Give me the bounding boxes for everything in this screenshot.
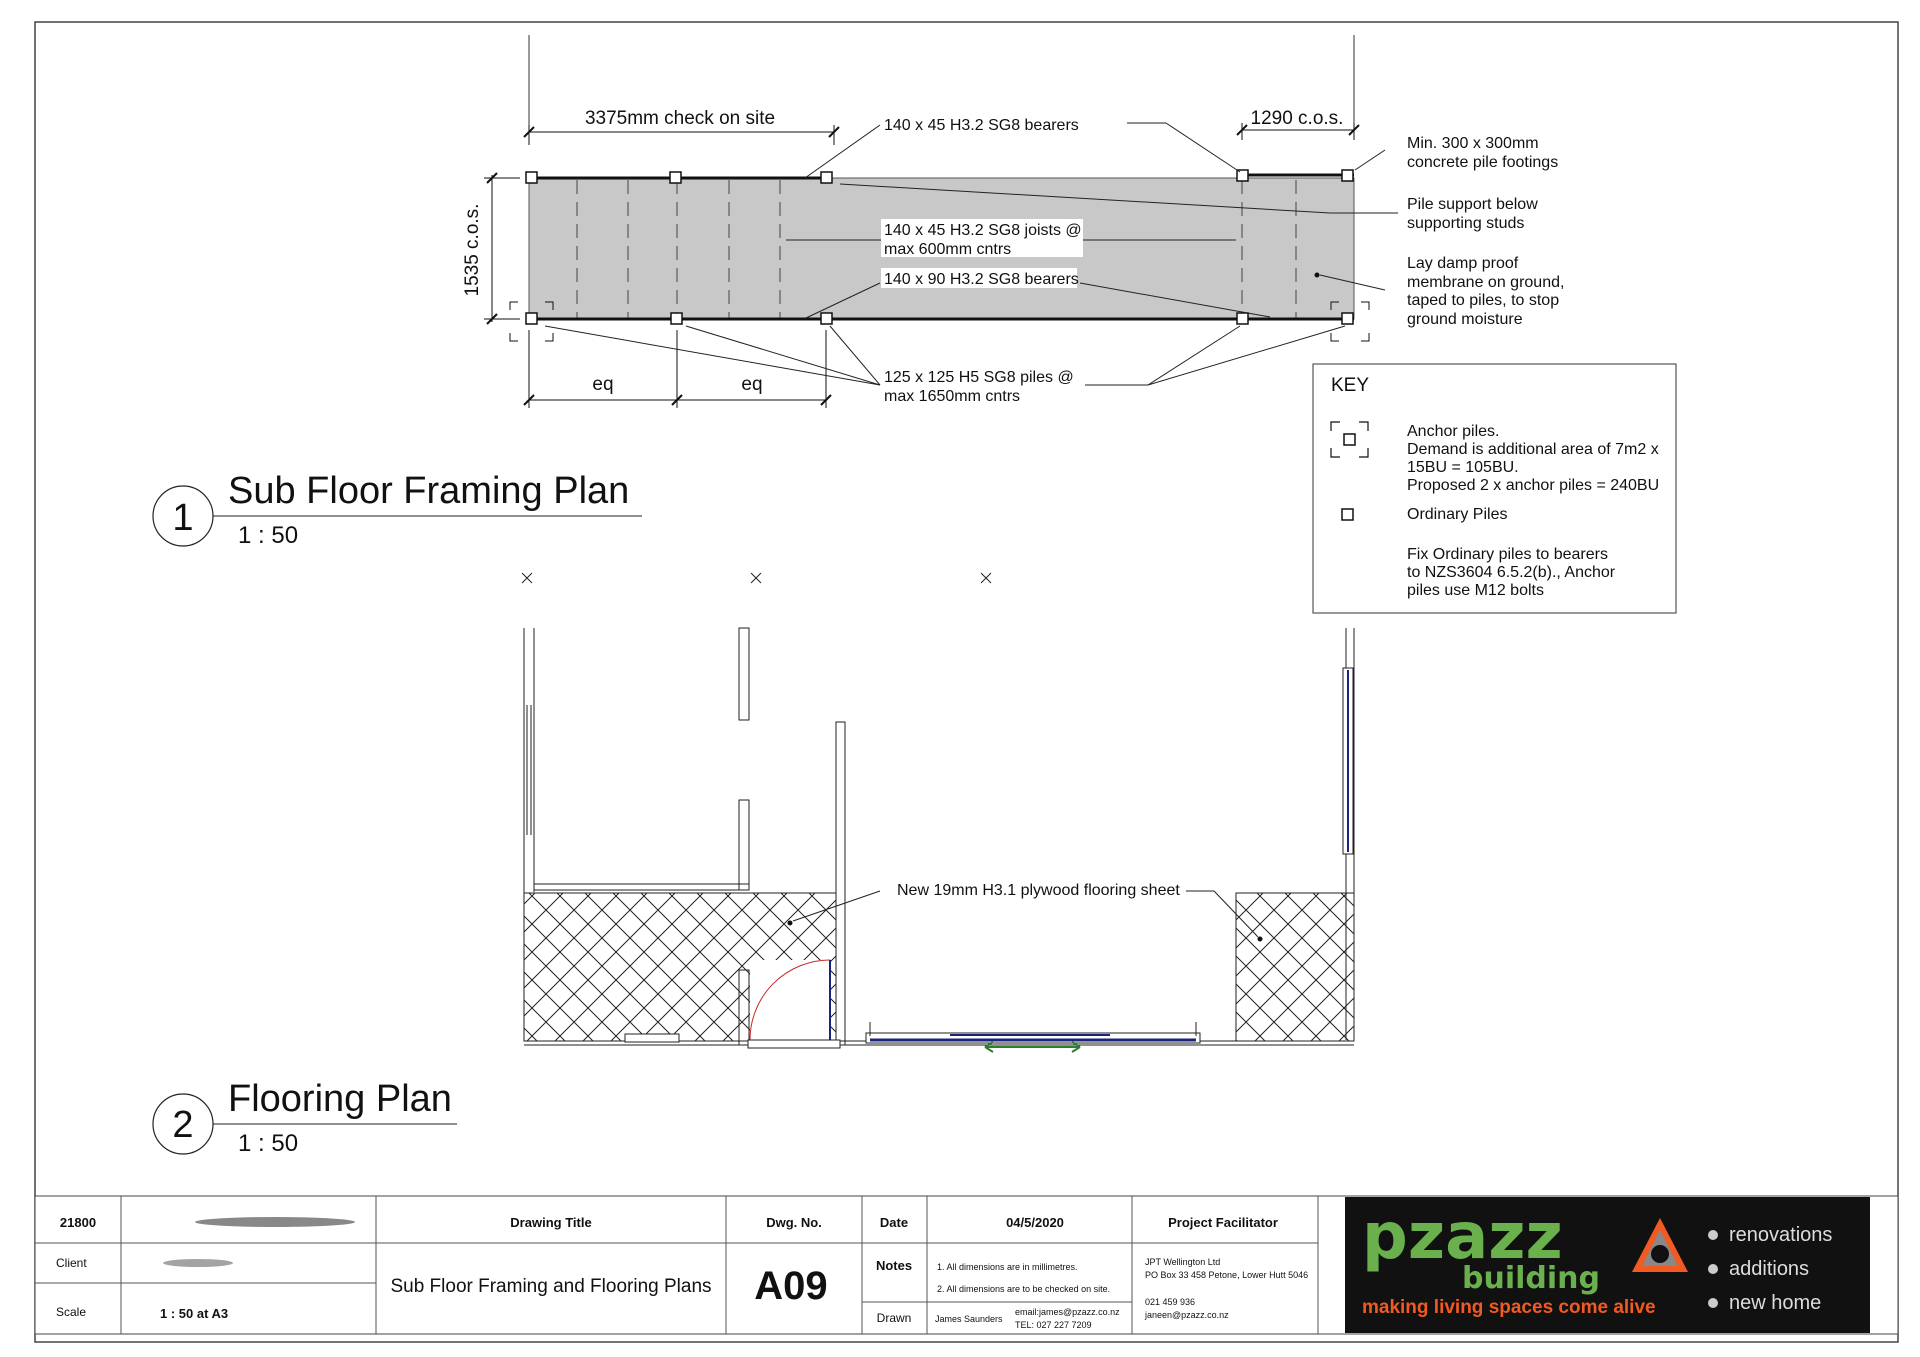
note-support-line1: Pile support below (1407, 196, 1538, 213)
facilitator-line2: PO Box 33 458 Petone, Lower Hutt 5046 (1145, 1270, 1309, 1280)
key-ordinary: Ordinary Piles (1407, 506, 1508, 523)
dwg-number: A09 (754, 1264, 828, 1308)
note-support-line2: supporting studs (1407, 215, 1525, 232)
note-membrane-line2: membrane on ground, (1407, 274, 1565, 291)
logo-bullet-new-home: new home (1729, 1292, 1822, 1314)
note-joists-line2: max 600mm cntrs (884, 241, 1012, 258)
dimension-eq (524, 330, 831, 408)
drawing-title-label: Drawing Title (510, 1215, 592, 1230)
note-bearers-top: 140 x 45 H3.2 SG8 bearers (884, 117, 1079, 134)
key-title: KEY (1331, 375, 1370, 396)
flooring-plan (522, 573, 1354, 1052)
dim-label-eq-2: eq (741, 374, 763, 395)
plan2-title-block (153, 1078, 457, 1157)
note-1: 1. All dimensions are in millimetres. (937, 1262, 1078, 1272)
note-plywood-flooring: New 19mm H3.1 plywood flooring sheet (897, 882, 1180, 899)
key-anchor-line4: Proposed 2 x anchor piles = 240BU (1407, 477, 1660, 494)
dim-label-1535: 1535 c.o.s. (462, 203, 483, 297)
note-membrane-line1: Lay damp proof (1407, 255, 1519, 272)
logo-tagline: making living spaces come alive (1362, 1297, 1656, 1318)
plan2-scale: 1 : 50 (238, 1130, 299, 1157)
client-label: Client (56, 1256, 87, 1270)
facilitator-line4: janeen@pzazz.co.nz (1145, 1310, 1229, 1320)
note-piles-line2: max 1650mm cntrs (884, 388, 1021, 405)
dimension-1535 (484, 173, 520, 324)
notes-label: Notes (875, 1258, 913, 1273)
scale-label: Scale (56, 1305, 87, 1319)
plan2-number: 2 (172, 1104, 194, 1146)
date-value: 04/5/2020 (1006, 1215, 1064, 1230)
drawing-title: Sub Floor Framing and Flooring Plans (390, 1276, 712, 1297)
scale-value: 1 : 50 at A3 (160, 1306, 229, 1321)
key-fix-line2: to NZS3604 6.5.2(b)., Anchor (1407, 564, 1616, 581)
pzazz-logo-panel (1345, 1197, 1870, 1333)
facilitator-line3: 021 459 936 (1145, 1297, 1196, 1307)
plan1-scale: 1 : 50 (238, 522, 299, 549)
plan2-title: Flooring Plan (228, 1078, 452, 1120)
plywood-area-right (1236, 893, 1354, 1041)
drawn-by: James Saunders (935, 1314, 1003, 1324)
date-label: Date (879, 1215, 909, 1230)
plan1-title: Sub Floor Framing Plan (228, 470, 630, 512)
key-anchor-line1: Anchor piles. (1407, 423, 1500, 440)
note-membrane-line3: taped to piles, to stop (1407, 292, 1560, 309)
ordinary-pile-icon (1342, 509, 1353, 520)
logo-sub: building (1462, 1261, 1600, 1296)
note-bearers-bottom: 140 x 90 H3.2 SG8 bearers (884, 271, 1079, 288)
dwg-no-label: Dwg. No. (766, 1215, 822, 1230)
drawn-email: email:james@pzazz.co.nz (1015, 1307, 1120, 1317)
key-legend (1313, 364, 1676, 613)
dim-label-3375: 3375mm check on site (584, 108, 776, 129)
facilitator-label: Project Facilitator (1168, 1215, 1278, 1230)
dim-label-1290: 1290 c.o.s. (1250, 108, 1344, 129)
note-joists-line1: 140 x 45 H3.2 SG8 joists @ (884, 222, 1082, 239)
subfloor-framing-plan (462, 35, 1564, 408)
drawn-label: Drawn (876, 1311, 912, 1325)
key-anchor-line3: 15BU = 105BU. (1407, 459, 1519, 476)
note-membrane-line4: ground moisture (1407, 311, 1523, 328)
note-piles-line1: 125 x 125 H5 SG8 piles @ (884, 369, 1074, 386)
plan1-number: 1 (172, 497, 194, 539)
key-anchor-line2: Demand is additional area of 7m2 x (1407, 441, 1659, 458)
key-fix-line1: Fix Ordinary piles to bearers (1407, 546, 1608, 563)
facilitator-line1: JPT Wellington Ltd (1145, 1257, 1221, 1267)
logo-bullet-additions: additions (1729, 1258, 1810, 1280)
note-2: 2. All dimensions are to be checked on site. (937, 1284, 1111, 1294)
job-number: 21800 (59, 1215, 97, 1230)
logo-brand: pzazz (1362, 1200, 1563, 1274)
logo-bullet-renovations: renovations (1729, 1224, 1833, 1246)
key-fix-line3: piles use M12 bolts (1407, 582, 1544, 599)
drawn-tel: TEL: 027 227 7209 (1015, 1320, 1092, 1330)
note-footings-line2: concrete pile footings (1407, 154, 1559, 171)
grid-markers (522, 573, 991, 583)
dim-label-eq-1: eq (592, 374, 614, 395)
sliding-door (866, 1022, 1200, 1052)
plan1-title-block (153, 470, 642, 549)
note-footings-line1: Min. 300 x 300mm (1407, 135, 1539, 152)
